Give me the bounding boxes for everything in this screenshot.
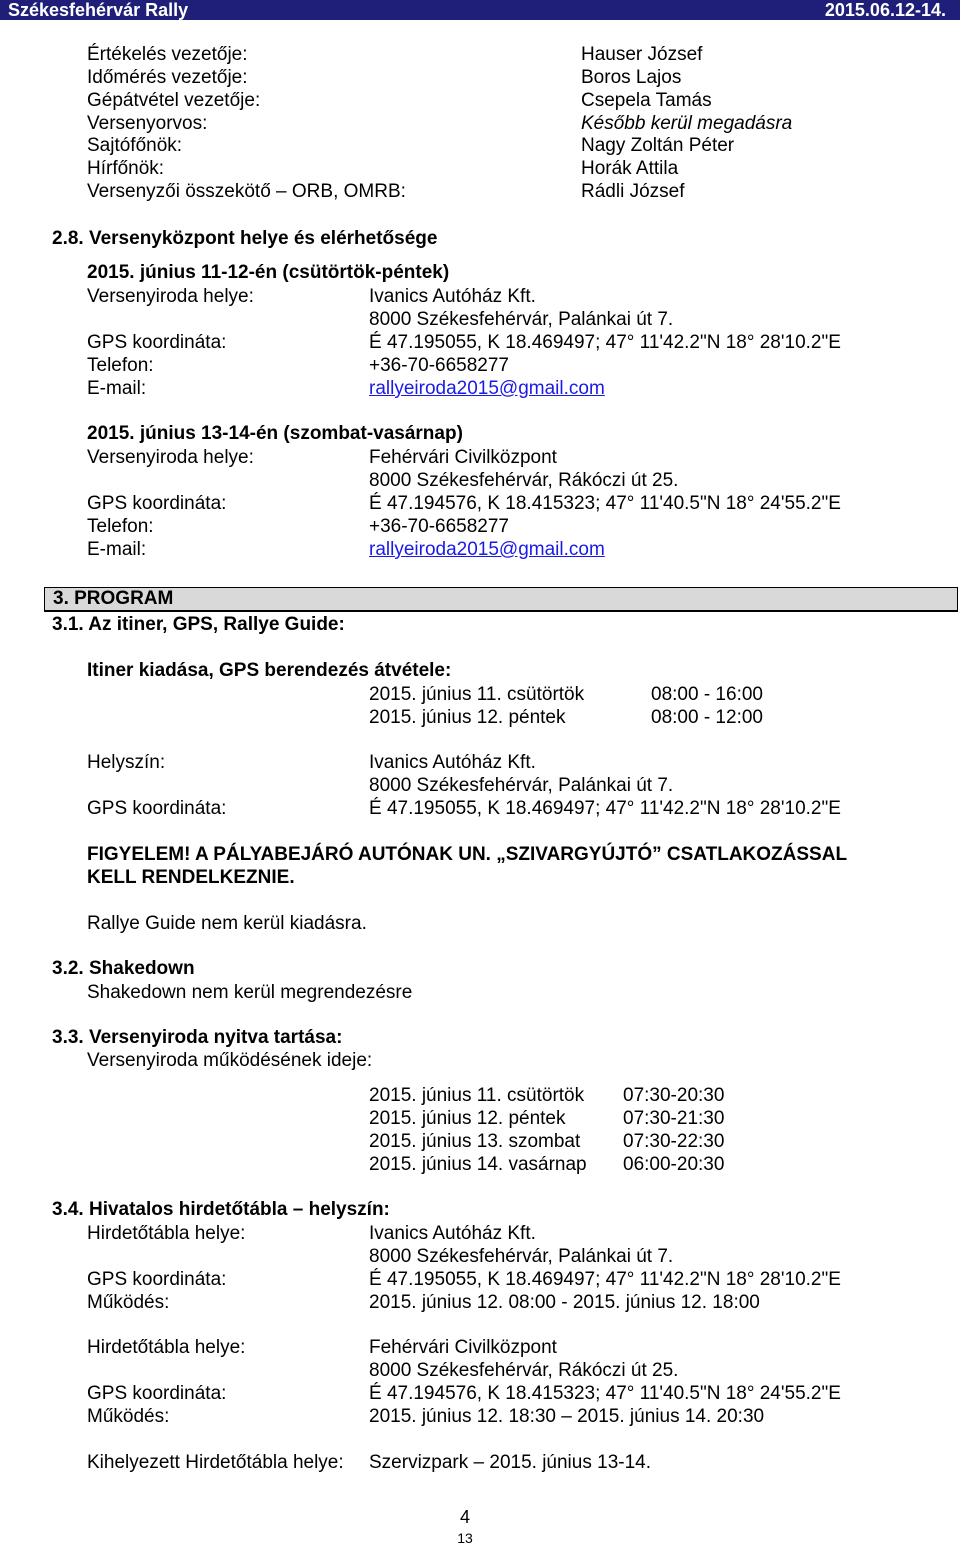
outside-board-location: Szervizpark – 2015. június 13-14. — [369, 1452, 651, 1473]
page-number: 4 — [459, 1507, 470, 1527]
page-number-small: 13 — [457, 1530, 473, 1546]
schedule-date: 2015. június 11. csütörtök — [369, 684, 585, 705]
office-name: Fehérvári Civilközpont — [369, 447, 557, 468]
board-name: Ivanics Autóház Kft. — [369, 1223, 536, 1244]
official-role: Hírfőnök: — [87, 158, 165, 179]
label: E-mail: — [87, 378, 147, 399]
label: E-mail: — [87, 539, 147, 560]
board-name: Fehérvári Civilközpont — [369, 1337, 557, 1358]
schedule-date: 2015. június 12. péntek — [369, 1108, 566, 1129]
office-name: Ivanics Autóház Kft. — [369, 286, 536, 307]
board-address: 8000 Székesfehérvár, Rákóczi út 25. — [369, 1360, 679, 1381]
official-role: Sajtófőnök: — [87, 135, 183, 156]
label: Versenyiroda helye: — [87, 286, 254, 307]
section-heading-3-4: 3.4. Hivatalos hirdetőtábla – helyszín: — [52, 1199, 390, 1220]
warning-text: FIGYELEM! A PÁLYABEJÁRÓ AUTÓNAK UN. „SZIVARGYÚJTÓ” CSATLAKOZÁSSAL — [87, 844, 848, 865]
program-heading-box — [44, 587, 958, 612]
board-address: 8000 Székesfehérvár, Palánkai út 7. — [369, 1246, 674, 1267]
subtext: Versenyiroda működésének ideje: — [87, 1050, 373, 1071]
office-address: 8000 Székesfehérvár, Palánkai út 7. — [369, 309, 674, 330]
program-heading: 3. PROGRAM — [53, 588, 174, 609]
page-header — [0, 0, 960, 20]
official-role: Versenyzői összekötő – ORB, OMRB: — [87, 181, 406, 202]
gps-coordinates: É 47.194576, K 18.415323; 47° 11'40.5"N 18° 24'55.2"E — [369, 1383, 841, 1404]
label: GPS koordináta: — [87, 332, 227, 353]
operation-time: 2015. június 12. 08:00 - 2015. június 12. 18:00 — [369, 1292, 760, 1313]
schedule-date: 2015. június 13. szombat — [369, 1131, 581, 1152]
official-role: Versenyorvos: — [87, 113, 208, 134]
period2-date: 2015. június 13-14-én (szombat-vasárnap) — [87, 423, 463, 444]
warning-text: KELL RENDELKEZNIE. — [87, 867, 295, 888]
official-name: Nagy Zoltán Péter — [581, 135, 735, 156]
phone: +36-70-6658277 — [369, 355, 509, 376]
operation-time: 2015. június 12. 18:30 – 2015. június 14. 20:30 — [369, 1406, 765, 1427]
official-name: Rádli József — [581, 181, 685, 202]
office-address: 8000 Székesfehérvár, Rákóczi út 25. — [369, 470, 679, 491]
phone: +36-70-6658277 — [369, 516, 509, 537]
official-role: Időmérés vezetője: — [87, 67, 248, 88]
schedule-date: 2015. június 12. péntek — [369, 707, 566, 728]
section-heading-3-1: 3.1. Az itiner, GPS, Rallye Guide: — [52, 614, 345, 635]
official-name: Csepela Tamás — [581, 90, 712, 111]
label: Helyszín: — [87, 752, 166, 773]
label: GPS koordináta: — [87, 493, 227, 514]
label: Hirdetőtábla helye: — [87, 1223, 246, 1244]
section-heading-3-2: 3.2. Shakedown — [52, 958, 195, 979]
label: Kihelyezett Hirdetőtábla helye: — [87, 1452, 344, 1473]
email-link[interactable]: rallyeiroda2015@gmail.com — [369, 378, 605, 399]
official-name: Később kerül megadásra — [581, 113, 793, 134]
label: Versenyiroda helye: — [87, 447, 254, 468]
label: GPS koordináta: — [87, 798, 227, 819]
gps-coordinates: É 47.195055, K 18.469497; 47° 11'42.2"N 18° 28'10.2"E — [369, 332, 841, 353]
schedule-time: 08:00 - 12:00 — [651, 707, 763, 728]
schedule-time: 07:30-21:30 — [623, 1108, 725, 1129]
label: GPS koordináta: — [87, 1383, 227, 1404]
schedule-date: 2015. június 11. csütörtök — [369, 1085, 585, 1106]
label: Telefon: — [87, 355, 154, 376]
label: GPS koordináta: — [87, 1269, 227, 1290]
gps-coordinates: É 47.195055, K 18.469497; 47° 11'42.2"N 18° 28'10.2"E — [369, 798, 841, 819]
official-role: Értékelés vezetője: — [87, 44, 248, 65]
schedule-date: 2015. június 14. vasárnap — [369, 1154, 587, 1175]
header-date: 2015.06.12-14. — [824, 0, 946, 20]
schedule-time: 06:00-20:30 — [623, 1154, 725, 1175]
schedule-time: 07:30-20:30 — [623, 1085, 725, 1106]
place-address: 8000 Székesfehérvár, Palánkai út 7. — [369, 775, 674, 796]
official-name: Hauser József — [581, 44, 703, 65]
shakedown-text: Shakedown nem kerül megrendezésre — [87, 982, 413, 1003]
email-link[interactable]: rallyeiroda2015@gmail.com — [369, 539, 605, 560]
official-role: Gépátvétel vezetője: — [87, 90, 261, 111]
label: Telefon: — [87, 516, 154, 537]
label: Működés: — [87, 1292, 170, 1313]
gps-coordinates: É 47.194576, K 18.415323; 47° 11'40.5"N 18° 24'55.2"E — [369, 493, 841, 514]
schedule-time: 07:30-22:30 — [623, 1131, 725, 1152]
label: Hirdetőtábla helye: — [87, 1337, 246, 1358]
header-title: Székesfehérvár Rally — [8, 0, 189, 20]
official-name: Boros Lajos — [581, 67, 682, 88]
place-name: Ivanics Autóház Kft. — [369, 752, 536, 773]
gps-coordinates: É 47.195055, K 18.469497; 47° 11'42.2"N 18° 28'10.2"E — [369, 1269, 841, 1290]
section-heading-2-8: 2.8. Versenyközpont helye és elérhetősége — [52, 228, 438, 249]
period1-date: 2015. június 11-12-én (csütörtök-péntek) — [87, 262, 450, 283]
official-name: Horák Attila — [581, 158, 679, 179]
guide-note: Rallye Guide nem kerül kiadásra. — [87, 913, 367, 934]
label: Működés: — [87, 1406, 170, 1427]
subheading: Itiner kiadása, GPS berendezés átvétele: — [87, 660, 452, 681]
section-heading-3-3: 3.3. Versenyiroda nyitva tartása: — [52, 1027, 343, 1048]
schedule-time: 08:00 - 16:00 — [651, 684, 763, 705]
